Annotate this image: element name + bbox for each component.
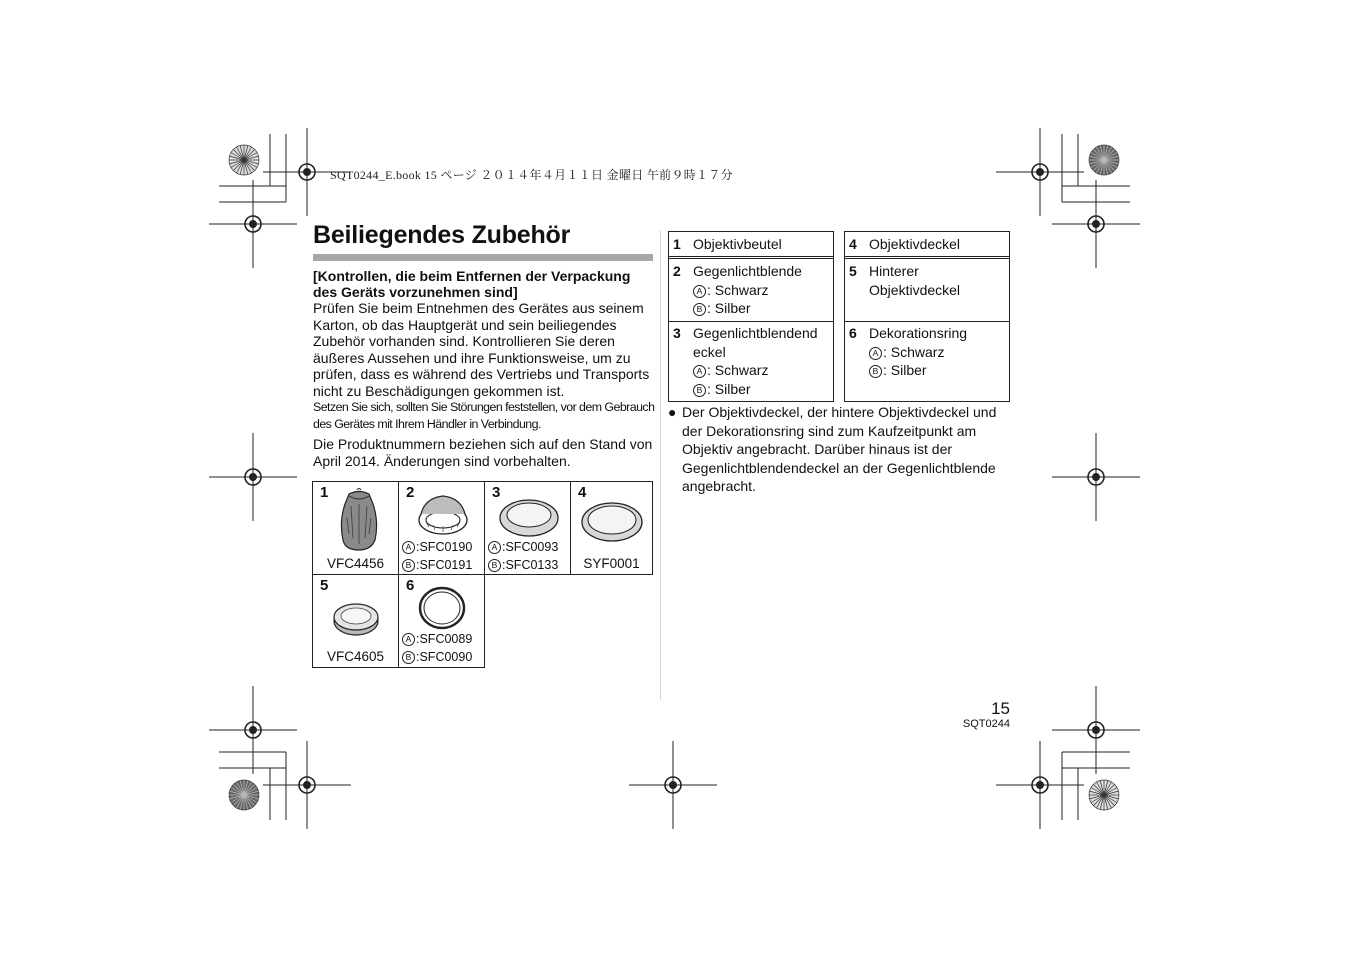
part-number: 2	[673, 263, 681, 279]
part-name: Objektivdeckel	[869, 236, 961, 252]
registration-crosshair	[250, 221, 257, 228]
registration-crosshair	[1093, 727, 1100, 734]
registration-crosshair	[1093, 221, 1100, 228]
page-title: Beiliegendes Zubehör	[313, 221, 571, 249]
variant-b-mark: B	[402, 559, 415, 572]
variant-b-code	[488, 558, 558, 572]
lens-hood-icon	[415, 492, 471, 538]
part-name: Gegenlichtblende	[693, 263, 802, 279]
code-b: :SFC0133	[502, 558, 559, 572]
book-header-line: SQT0244_E.book 15 ページ ２０１４年４月１１日 金曜日 午前９時１７分	[330, 168, 733, 182]
part-details	[693, 324, 833, 398]
section-subheading: [Kontrollen, die beim Entfernen der Verpackung des Geräts vorzunehmen sind]	[313, 268, 631, 300]
variant-a-code	[488, 540, 558, 554]
product-code: VFC4456	[326, 556, 385, 571]
part-number: 1	[673, 236, 681, 252]
variant-b-code	[402, 558, 472, 572]
variant-a-color: : Schwarz	[707, 362, 769, 378]
variant-a-mark: A	[488, 541, 501, 554]
product-number-note: Die Produktnummern beziehen sich auf den Stand von April 2014. Änderungen sind vorbehalten.	[313, 436, 653, 469]
code-b: :SFC0191	[416, 558, 473, 572]
product-code: VFC4605	[326, 649, 385, 664]
variant-a-color: : Schwarz	[707, 281, 769, 298]
variant-a-mark: A	[693, 285, 706, 298]
variant-b-line	[869, 361, 1009, 380]
parts-row-4	[845, 232, 1009, 256]
part-number: 5	[849, 263, 857, 279]
variant-b-mark: B	[693, 384, 706, 397]
accessory-cell-6	[398, 574, 485, 668]
parts-row-1	[669, 232, 833, 256]
accessory-cell-1	[312, 481, 399, 575]
accessory-cell-2	[398, 481, 485, 575]
variant-a-line	[869, 343, 1009, 362]
intro-paragraph: Prüfen Sie beim Entnehmen des Gerätes aus seinem Karton, ob das Hauptgerät und sein beiliegendes Zubehör vorhanden sind. Kontrollieren Sie deren äußeres Aussehen und ihre Funktionsweise, um zu prüfen, dass es während des Vertriebs und Transports nicht zu Beschädigungen gekommen ist.	[313, 300, 650, 399]
part-name-line-2: Objektivdeckel	[869, 281, 961, 298]
variant-b-color: : Silber	[883, 362, 927, 378]
note-text: Der Objektivdeckel, der hintere Objektivdeckel und der Dekorationsring sind zum Kaufzeitpunkt am Objektiv angebracht. Darüber hinaus ist der Gegenlichtblendendeckel an der Gegenlichtblende angebracht.	[682, 404, 997, 494]
item-number: 1	[320, 484, 329, 501]
registration-crosshair	[304, 782, 311, 789]
parts-table-left	[668, 231, 834, 402]
variant-b-mark: B	[869, 365, 882, 378]
registration-crosshair	[304, 169, 311, 176]
registration-crosshair	[1037, 169, 1044, 176]
part-number: 3	[673, 325, 681, 341]
variant-a-color: : Schwarz	[883, 343, 945, 360]
part-name-line-1: Gegenlichtblendend	[693, 325, 818, 341]
parts-row-6	[845, 321, 1009, 402]
registration-crosshair	[250, 727, 257, 734]
decoration-ring-icon	[417, 585, 467, 631]
variant-a-mark: A	[402, 633, 415, 646]
part-number: 6	[849, 325, 857, 341]
accessory-cell-3	[484, 481, 571, 575]
parts-table-right	[844, 231, 1010, 402]
page-number: 15	[991, 699, 1010, 718]
variant-a-mark: A	[693, 365, 706, 378]
code-a: :SFC0089	[416, 632, 473, 646]
variant-b-mark: B	[693, 303, 706, 316]
item-number: 6	[406, 577, 415, 594]
dealer-note: Setzen Sie sich, sollten Sie Störungen feststellen, vor dem Gebrauch des Gerätes mit Ihrem Händler in Verbindung.	[313, 400, 655, 431]
code-a: :SFC0190	[416, 540, 473, 554]
part-name: Objektivbeutel	[693, 236, 782, 252]
variant-b-mark: B	[488, 559, 501, 572]
lens-bag-icon	[335, 488, 383, 552]
variant-b-line	[693, 299, 833, 318]
code-a: :SFC0093	[502, 540, 559, 554]
code-b: :SFC0090	[416, 650, 473, 664]
parts-row-2	[669, 259, 833, 321]
parts-row-3	[669, 321, 833, 402]
variant-b-color: : Silber	[707, 380, 751, 397]
variant-b-mark: B	[402, 651, 415, 664]
variant-b-code	[402, 650, 472, 664]
part-name: Dekorationsring	[869, 325, 968, 341]
variant-a-mark: A	[869, 347, 882, 360]
accessory-cell-5	[312, 574, 399, 668]
variant-b-color: : Silber	[707, 300, 751, 316]
part-details	[693, 262, 833, 318]
product-code: SYF0001	[583, 556, 640, 571]
accessory-cell-4	[570, 481, 653, 575]
lens-cap-icon	[579, 498, 645, 544]
variant-a-code	[402, 632, 472, 646]
item-number: 2	[406, 484, 415, 501]
part-name-line-1: Hinterer	[869, 263, 919, 279]
item-number: 3	[492, 484, 501, 501]
bullet-icon: ●	[668, 404, 677, 420]
registration-crosshair	[670, 782, 677, 789]
rear-lens-cap-icon	[331, 599, 381, 637]
lens-hood-cap-icon	[497, 494, 561, 538]
variant-a-code	[402, 540, 472, 554]
part-details	[869, 262, 1009, 299]
variant-b-line	[693, 380, 833, 399]
part-number: 4	[849, 236, 857, 252]
registration-crosshair	[250, 474, 257, 481]
column-divider	[660, 230, 661, 700]
registration-crosshair	[1093, 474, 1100, 481]
variant-a-line	[693, 281, 833, 300]
parts-row-5	[845, 259, 1009, 321]
item-number: 5	[320, 577, 329, 594]
document-code: SQT0244	[962, 718, 1010, 730]
variant-a-mark: A	[402, 541, 415, 554]
part-details	[869, 324, 1009, 380]
accessory-image-grid	[312, 481, 653, 668]
registration-crosshair	[1037, 782, 1044, 789]
item-number: 4	[578, 484, 587, 501]
variant-a-line	[693, 361, 833, 380]
title-underline-bar	[313, 254, 653, 261]
part-name-line-2: eckel	[693, 343, 726, 360]
